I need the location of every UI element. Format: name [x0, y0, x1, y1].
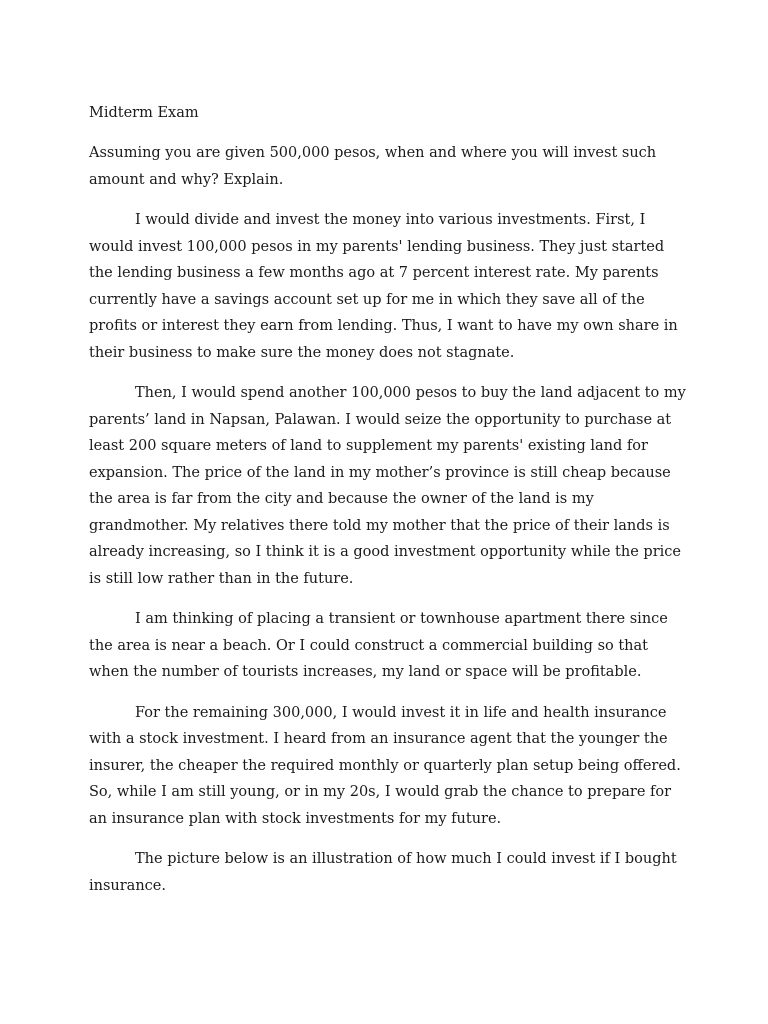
paragraph-land-purchase: Then, I would spend another 100,000 pesos to buy the land adjacent to my parents’ land in Napsan, Palawan. I would seize the opportunity to purchase at least 200 square meters of land to supplement my parents' existing land for expansion. The price of the land in my mother’s province is still cheap because the area is far from the city and because the owner of the land is my grandmother. My relatives there told my mother that the price of their lands is already increasing, so I think it is a good investment opportunity while the price is still low rather than in the future.: [89, 385, 686, 587]
document-title: Midterm Exam: [89, 105, 199, 121]
paragraph-lending-business: I would divide and invest the money into various investments. First, I would invest 100,000 pesos in my parents' lending business. They just started the lending business a few months ago at 7 percent interest rate. My parents currently have a savings account set up for me in which they save all of the profits or interest they earn from lending. Thus, I want to have my own share in their business to make sure the money does not stagnate.: [89, 212, 678, 361]
paragraph-apartment-plan: I am thinking of placing a transient or townhouse apartment there since the area is near a beach. Or I could construct a commercial building so that when the number of tourists increases, my land or space will be profitable.: [89, 611, 668, 680]
paragraph-picture-intro: The picture below is an illustration of how much I could invest if I bought insurance.: [89, 851, 677, 894]
paragraph-insurance-investment: For the remaining 300,000, I would invest it in life and health insurance with a stock investment. I heard from an insurance agent that the younger the insurer, the cheaper the required monthly or quarterly plan setup being offered. So, while I am still young, or in my 20s, I would grab the chance to prepare for an insurance plan with stock investments for my future.: [89, 704, 681, 827]
exam-question: Assuming you are given 500,000 pesos, when and where you will invest such amount and why? Explain.: [89, 145, 657, 188]
document-page: [89, 100, 689, 913]
